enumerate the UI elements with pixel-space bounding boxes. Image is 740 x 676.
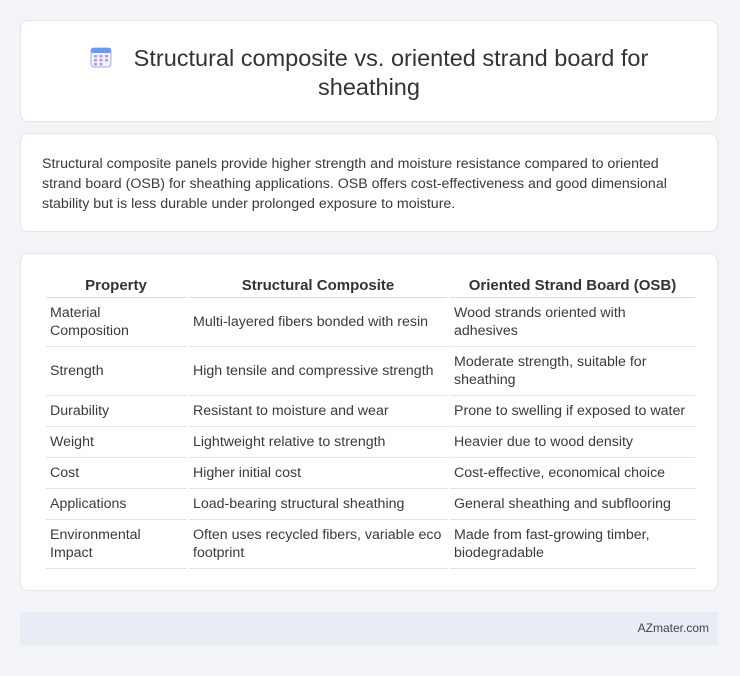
row-structural-composite: Load-bearing structural sheathing [189,489,447,520]
row-osb: Made from fast-growing timber, biodegradable [450,520,695,569]
row-property: Material Composition [46,298,186,347]
comparison-table [43,276,698,569]
table-row [46,489,695,520]
row-osb: Prone to swelling if exposed to water [450,396,695,427]
calendar-icon [90,46,112,68]
row-property: Environmental Impact [46,520,186,569]
title-card [20,20,718,122]
table-row [46,298,695,347]
table-row [46,458,695,489]
row-structural-composite: High tensile and compressive strength [189,347,447,396]
row-structural-composite: Multi-layered fibers bonded with resin [189,298,447,347]
row-structural-composite: Resistant to moisture and wear [189,396,447,427]
summary-text: Structural composite panels provide higher strength and moisture resistance compared to oriented strand board (OSB) for sheathing applications. OSB offers cost-effectiveness and good dimensional stability but is less durable under prolonged exposure to moisture. [42,156,667,212]
row-osb: Heavier due to wood density [450,427,695,458]
row-osb: Cost-effective, economical choice [450,458,695,489]
page-title: Structural composite vs. oriented strand board for sheathing [133,45,649,100]
table-row [46,427,695,458]
table-header-row [46,276,695,298]
header-osb: Oriented Strand Board (OSB) [450,276,695,298]
row-property: Strength [46,347,186,396]
row-structural-composite: Often uses recycled fibers, variable eco footprint [189,520,447,569]
row-structural-composite: Lightweight relative to strength [189,427,447,458]
table-row [46,520,695,569]
comparison-table-card [20,253,718,591]
row-osb: General sheathing and subflooring [450,489,695,520]
row-property: Durability [46,396,186,427]
summary-card [20,133,718,232]
row-osb: Wood strands oriented with adhesives [450,298,695,347]
row-structural-composite: Higher initial cost [189,458,447,489]
row-property: Weight [46,427,186,458]
header-structural-composite: Structural Composite [189,276,447,298]
row-property: Applications [46,489,186,520]
footer-brand: AZmater.com [637,621,709,635]
table-row [46,347,695,396]
row-property: Cost [46,458,186,489]
header-property: Property [46,276,186,298]
footer-bar [20,612,718,645]
table-row [46,396,695,427]
title-block [21,44,717,102]
row-osb: Moderate strength, suitable for sheathing [450,347,695,396]
